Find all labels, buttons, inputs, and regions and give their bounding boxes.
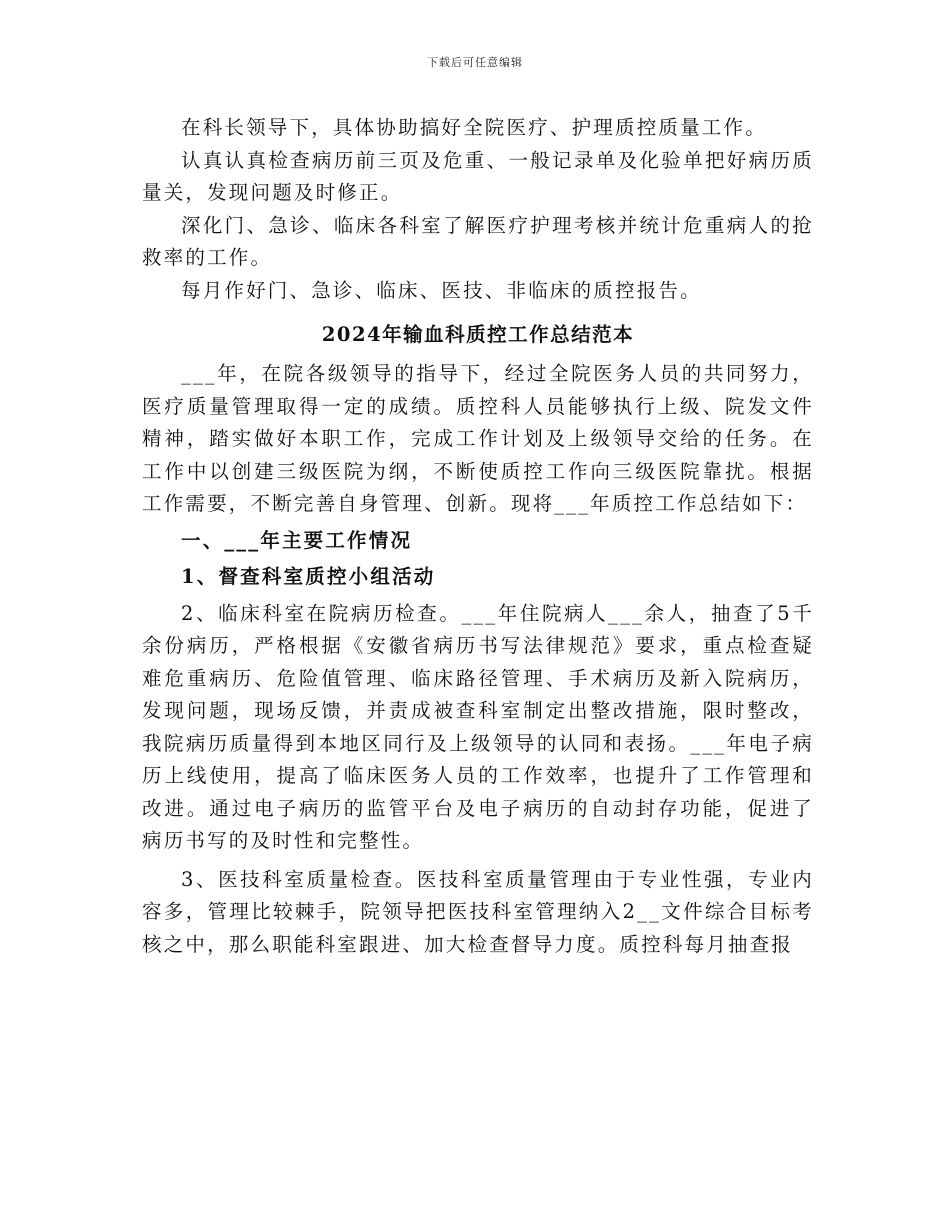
header-note: 下载后可任意编辑 — [427, 56, 523, 69]
intro-paragraph-2: 认真认真检查病历前三页及危重、一般记录单及化验单把好病历质量关，发现问题及时修正。 — [142, 148, 814, 204]
summary-paragraph: ___年，在院各级领导的指导下，经过全院医务人员的共同努力，医疗质量管理取得一定的成绩。质控科人员能够执行上级、院发文件精神，踏实做好本职工作，完成工作计划及上级领导交给的任务。在工作中以创建三级医院为纲，不断使质控工作向三级医院靠扰。根据工作需要，不断完善自身管理、创新。现将___年质控工作总结如下： — [142, 362, 814, 515]
intro-paragraph-3: 深化门、急诊、临床各科室了解医疗护理考核并统计危重病人的抢救率的工作。 — [142, 213, 814, 269]
document-title: 2024年输血科质控工作总结范本 — [321, 323, 635, 346]
item-3-paragraph: 3、医技科室质量检查。医技科室质量管理由于专业性强，专业内容多，管理比较棘手，院领导把医技科室管理纳入2__文件综合目标考核之中，那么职能科室跟进、加大检查督导力度。质控科每月抽查报 — [142, 867, 814, 956]
intro-paragraph-1: 在科长领导下，具体协助搞好全院医疗、护理质控质量工作。 — [181, 116, 767, 139]
intro-paragraph-4: 每月作好门、急诊、临床、医技、非临床的质控报告。 — [181, 278, 702, 302]
subsection-heading: 1、督查科室质控小组活动 — [181, 565, 436, 588]
document-body — [142, 112, 814, 961]
item-2-paragraph: 2、临床科室在院病历检查。___年住院病人___余人，抽查了5千余份病历，严格根据《安徽省病历书写法律规范》要求，重点检查疑难危重病历、危险值管理、临床路径管理、手术病历及新入院病历，发现问题，现场反馈，并责成被查科室制定出整改措施，限时整改，我院病历质量得到本地区同行及上级领导的认同和表扬。___年电子病历上线使用，提高了临床医务人员的工作效率，也提升了工作管理和改进。通过电子病历的监管平台及电子病历的自动封存功能，促进了病历书写的及时性和完整性。 — [142, 601, 814, 852]
section-heading: 一、___年主要工作情况 — [181, 528, 413, 552]
